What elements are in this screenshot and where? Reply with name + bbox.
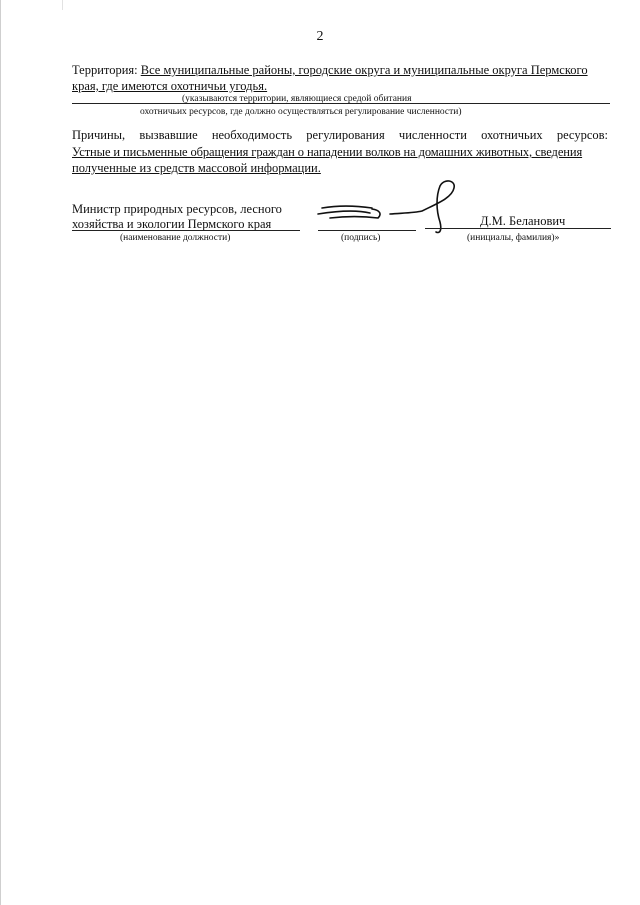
position-caption: (наименование должности) (120, 233, 231, 243)
name-rule (425, 228, 611, 229)
territory-value-1: Все муниципальные районы, городские округа и муниципальные округа Пермского (140, 63, 588, 77)
left-scan-edge (0, 0, 1, 905)
territory-value-2: края, где имеются охотничьи угодья. (72, 79, 268, 93)
territory-note-2: охотничьих ресурсов, где должно осуществляться регулирование численности) (140, 107, 462, 117)
position-title-2: хозяйства и экологии Пермского края (72, 217, 272, 231)
reasons-value-2: полученные из средств массовой информации. (72, 161, 321, 175)
territory-rule (72, 103, 610, 104)
name-caption: (инициалы, фамилия)» (467, 233, 560, 243)
position-rule (72, 230, 300, 231)
territory-label: Территория: (72, 63, 138, 77)
signature-rule (318, 230, 416, 231)
territory-note-1: (указываются территории, являющиеся средой обитания (182, 94, 412, 104)
reasons-label: Причины, вызвавшие необходимость регулирования численности охотничьих ресурсов: (72, 128, 608, 142)
top-left-mark (62, 0, 63, 10)
signer-name: Д.М. Беланович (480, 214, 566, 228)
page-number: 2 (316, 29, 324, 44)
territory-line-1 (72, 62, 610, 78)
signature-image (312, 178, 462, 238)
position-title-1: Министр природных ресурсов, лесного (72, 202, 282, 216)
reasons-value-1: Устные и письменные обращения граждан о нападении волков на домашних животных, сведения (72, 145, 583, 159)
signature-caption: (подпись) (341, 233, 381, 243)
